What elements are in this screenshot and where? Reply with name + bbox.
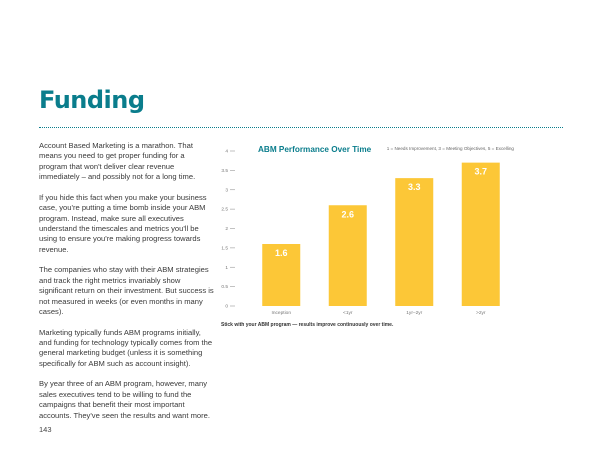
paragraph: If you hide this fact when you make your business case, you're putting a time bomb inside your ABM program. Instead, make sure all executives understand the timescales and metrics you'll be using to ensure you're making progress towards revenue. <box>39 192 207 254</box>
chart-title: ABM Performance Over Time <box>258 145 372 154</box>
bar-value-label: 1.6 <box>274 248 288 258</box>
y-tick-label: 0.5 <box>221 285 228 291</box>
x-tick-label: Inception <box>271 311 291 316</box>
bar-value-label: 3.3 <box>407 182 421 193</box>
bar <box>395 178 433 306</box>
abm-performance-chart <box>222 138 522 338</box>
x-tick-label: >2yr <box>476 311 486 316</box>
y-tick-label: 2.5 <box>221 207 228 213</box>
page-number: 143 <box>39 425 52 434</box>
bar-value-label: 3.7 <box>474 166 488 177</box>
y-tick-label: 0 <box>225 304 228 310</box>
y-tick-label: 1.5 <box>221 246 228 252</box>
dotted-divider <box>39 127 563 128</box>
bar <box>329 205 367 306</box>
chart-scale-note: 1 = Needs Improvement, 3 = Meeting Objectives, 5 = Excelling <box>386 146 514 151</box>
y-tick-label: 1 <box>225 265 228 271</box>
page-title: Funding <box>39 86 145 114</box>
x-tick-label: <1yr <box>343 311 353 316</box>
y-tick-label: 3 <box>225 188 228 194</box>
y-tick-label: 3.5 <box>221 168 228 174</box>
bar <box>462 163 500 306</box>
y-tick-label: 2 <box>225 227 228 233</box>
paragraph: The companies who stay with their ABM strategies and track the right metrics invariably show significant return on their investment. But success is not measured in weeks (or even months in many cases). <box>39 265 214 317</box>
x-tick-label: 1yr–2yr <box>406 311 423 316</box>
y-tick-label: 4 <box>225 149 228 155</box>
bar-value-label: 2.6 <box>341 209 355 220</box>
paragraph: By year three of an ABM program, however, many sales executives tend to be willing to fund the campaigns that benefit their most important accounts. They've seen the results and want more. <box>39 379 210 420</box>
body-text <box>39 141 214 431</box>
paragraph: Marketing typically funds ABM programs initially, and funding for technology typically comes from the general marketing budget (unless it is something specifically for ABM such as account insight). <box>39 327 213 368</box>
paragraph: Account Based Marketing is a marathon. That means you need to get proper funding for a program that won't deliver clear revenue immediately – and possibly not for a long time. <box>39 141 196 182</box>
chart-caption: Stick with your ABM program — results improve continuously over time. <box>221 322 394 328</box>
